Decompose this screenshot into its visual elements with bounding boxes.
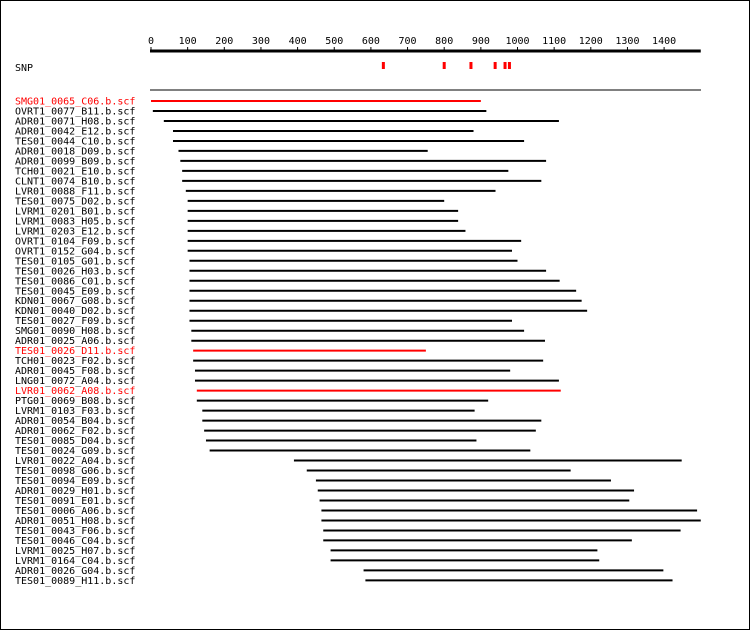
read-name[interactable]: ADR01_0099_B09.b.scf [15,156,136,168]
read-name[interactable]: ADR01_0026_G04.b.scf [15,565,136,577]
read-name[interactable]: SMG01_0090_H08.b.scf [15,326,136,338]
axis-tick-label: 300 [251,36,270,47]
read-name[interactable]: LVRM1_0025_H07.b.scf [15,545,136,557]
read-name[interactable]: TES01_0105_G01.b.scf [15,256,136,268]
read-name[interactable]: KDN01_0040_D02.b.scf [15,306,136,318]
snp-track-label: SNP [15,63,34,74]
read-name[interactable]: LVRM1_0203_E12.b.scf [15,226,136,238]
read-name[interactable]: TES01_0026_H03.b.scf [15,266,136,278]
snp-marker [508,62,511,69]
read-name[interactable]: TES01_0046_C04.b.scf [15,535,136,547]
read-name[interactable]: TCH01_0021_E10.b.scf [15,166,136,178]
read-name[interactable]: CLNT1_0074_B10.b.scf [15,176,136,188]
read-name[interactable]: TES01_0089_H11.b.scf [15,575,136,587]
axis-tick-label: 1300 [615,36,640,47]
read-name[interactable]: OVRT1_0077_B11.b.scf [15,106,136,118]
read-name[interactable]: LVRM1_0164_C04.b.scf [15,555,136,567]
read-list [15,97,701,587]
axis-tick-label: 0 [147,36,155,47]
read-name[interactable]: LVR01_0062_A08.b.scf [15,386,136,398]
read-name[interactable]: ADR01_0029_H01.b.scf [15,485,136,497]
read-name[interactable]: OVRT1_0104_F09.b.scf [15,236,136,248]
read-name[interactable]: ADR01_0042_E12.b.scf [15,126,136,138]
axis-tick-label: 500 [325,36,344,47]
axis-tick-label: 1400 [652,36,677,47]
read-name[interactable]: ADR01_0018_D09.b.scf [15,146,136,158]
scale-axis [148,36,701,51]
read-name[interactable]: TES01_0026_D11.b.scf [15,346,136,358]
read-name[interactable]: ADR01_0062_F02.b.scf [15,426,136,438]
read-name[interactable]: LVR01_0088_F11.b.scf [15,186,136,198]
snp-marker [494,62,497,69]
read-name[interactable]: OVRT1_0152_G04.b.scf [15,246,136,258]
read-name[interactable]: TES01_0006_A06.b.scf [15,505,136,517]
read-name[interactable]: TCH01_0023_F02.b.scf [15,356,136,368]
read-name[interactable]: TES01_0075_D02.b.scf [15,196,136,208]
read-name[interactable]: LVRM1_0103_F03.b.scf [15,406,136,418]
read-name[interactable]: LNG01_0072_A04.b.scf [15,376,136,388]
alignment-chart [1,1,749,629]
read-name[interactable]: ADR01_0054_B04.b.scf [15,416,136,428]
axis-tick-label: 1200 [578,36,603,47]
read-name[interactable]: ADR01_0045_F08.b.scf [15,366,136,378]
read-name[interactable]: LVRM1_0201_B01.b.scf [15,206,136,218]
axis-tick-label: 1100 [542,36,567,47]
axis-tick-label: 900 [471,36,490,47]
read-name[interactable]: TES01_0094_E09.b.scf [15,476,136,488]
axis-tick-label: 600 [361,36,380,47]
read-row[interactable] [15,576,673,587]
read-name[interactable]: ADR01_0025_A06.b.scf [15,336,136,348]
axis-tick-label: 400 [288,36,307,47]
read-name[interactable]: TES01_0027_F09.b.scf [15,316,136,328]
axis-tick-label: 100 [178,36,197,47]
snp-marker [504,62,507,69]
read-name[interactable]: TES01_0086_C01.b.scf [15,276,136,288]
read-name[interactable]: TES01_0091_E01.b.scf [15,495,136,507]
read-name[interactable]: PTG01_0069_B08.b.scf [15,396,136,408]
read-name[interactable]: LVR01_0022_A04.b.scf [15,456,136,468]
read-name[interactable]: TES01_0045_E09.b.scf [15,286,136,298]
read-name[interactable]: SMG01_0065_C06.b.scf [15,96,136,108]
read-name[interactable]: TES01_0024_G09.b.scf [15,446,136,458]
axis-tick-label: 1000 [505,36,530,47]
axis-tick-label: 200 [215,36,234,47]
read-name[interactable]: TES01_0085_D04.b.scf [15,436,136,448]
axis-tick-label: 800 [435,36,454,47]
snp-marker [382,62,385,69]
read-name[interactable]: TES01_0098_G06.b.scf [15,466,136,478]
read-name[interactable]: KDN01_0067_G08.b.scf [15,296,136,308]
read-name[interactable]: TES01_0043_F06.b.scf [15,525,136,537]
snp-marker [469,62,472,69]
read-name[interactable]: TES01_0044_C10.b.scf [15,136,136,148]
snp-marker [443,62,446,69]
read-name[interactable]: ADR01_0071_H08.b.scf [15,116,136,128]
axis-tick-label: 700 [398,36,417,47]
snp-track [15,62,511,74]
read-name[interactable]: LVRM1_0083_H05.b.scf [15,216,136,228]
read-name[interactable]: ADR01_0051_H08.b.scf [15,515,136,527]
